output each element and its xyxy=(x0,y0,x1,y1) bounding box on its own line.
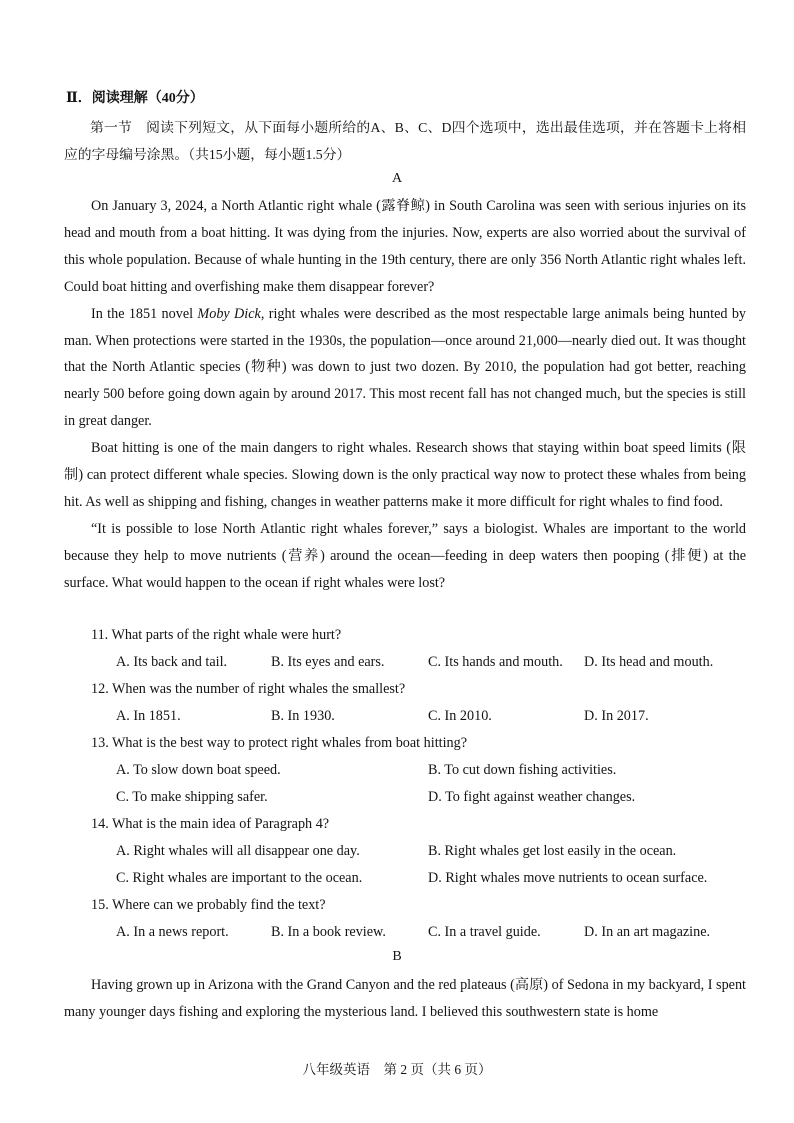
question-stem: 11. What parts of the right whale were hurt? xyxy=(91,627,342,643)
option-a[interactable]: A. In 1851. xyxy=(116,708,181,724)
passage-b xyxy=(64,972,746,1026)
question-14-options-row-1 xyxy=(64,838,746,865)
option-b[interactable]: B. Right whales get lost easily in the ocean. xyxy=(428,843,677,859)
section-instructions: 第一节 阅读下列短文，从下面每小题所给的A、B、C、D四个选项中，选出最佳选项，并在答题卡上将相应的字母编号涂黑。（共15小题，每小题1.5分） xyxy=(64,120,746,162)
passage-a xyxy=(64,193,746,597)
option-c[interactable]: C. To make shipping safer. xyxy=(116,789,268,805)
section-title: Ⅱ．阅读理解（40分） xyxy=(66,91,204,106)
option-a[interactable]: A. In a news report. xyxy=(116,924,229,940)
option-c[interactable]: C. In 2010. xyxy=(428,708,492,724)
question-list xyxy=(64,622,746,946)
book-title: Moby Dick xyxy=(197,305,261,322)
option-b[interactable]: B. Its eyes and ears. xyxy=(271,654,385,670)
passage-b-paragraph-1: Having grown up in Arizona with the Grand Canyon and the red plateaus (高原) of Sedona in my backyard, I spent many younger days fishing and exploring the mysterious land. I believed this southwestern state is home xyxy=(64,977,746,1020)
passage-a-paragraph-3: Boat hitting is one of the main dangers to right whales. Research shows that staying within boat speed limits (限制) can protect different whale species. Slowing down is the only practical way now to protect these whales from being hit. As well as shipping and fishing, changes in weather patterns make it more difficult for right whales to find food. xyxy=(64,440,746,510)
question-stem: 12. When was the number of right whales the smallest? xyxy=(91,681,406,697)
option-d[interactable]: D. Right whales move nutrients to ocean surface. xyxy=(428,870,708,886)
passage-b-label: B xyxy=(392,949,402,964)
question-12-options xyxy=(64,703,746,730)
question-stem: 15. Where can we probably find the text? xyxy=(91,897,326,913)
option-a[interactable]: A. Right whales will all disappear one day. xyxy=(116,843,360,859)
option-d[interactable]: D. To fight against weather changes. xyxy=(428,789,636,805)
option-d[interactable]: D. In 2017. xyxy=(584,708,649,724)
option-d[interactable]: D. In an art magazine. xyxy=(584,924,711,940)
question-13 xyxy=(64,730,746,757)
question-stem: 13. What is the best way to protect right whales from boat hitting? xyxy=(91,735,468,751)
question-13-options-row-1 xyxy=(64,757,746,784)
option-a[interactable]: A. To slow down boat speed. xyxy=(116,762,281,778)
question-11 xyxy=(64,622,746,649)
page-footer: 八年级英语 第 2 页（共 6 页） xyxy=(302,1062,492,1077)
question-11-options xyxy=(64,649,746,676)
question-13-options-row-2 xyxy=(64,784,746,811)
question-15 xyxy=(64,892,746,919)
question-14 xyxy=(64,811,746,838)
option-b[interactable]: B. In 1930. xyxy=(271,708,335,724)
question-12 xyxy=(64,676,746,703)
question-15-options xyxy=(64,919,746,946)
paragraph-text: In the 1851 novel xyxy=(91,305,198,322)
question-14-options-row-2 xyxy=(64,865,746,892)
option-d[interactable]: D. Its head and mouth. xyxy=(584,654,714,670)
passage-a-label: A xyxy=(391,171,403,186)
passage-a-paragraph-1: On January 3, 2024, a North Atlantic right whale (露脊鲸) in South Carolina was seen with serious injuries on its head and mouth from a boat hitting. It was dying from the injuries. Now, experts are also worried about the survival of this whole population. Because of whale hunting in the 19th century, there are only 356 North Atlantic right whales left. Could boat hitting and overfishing make them disappear forever? xyxy=(64,198,746,295)
option-b[interactable]: B. To cut down fishing activities. xyxy=(428,762,617,778)
option-c[interactable]: C. In a travel guide. xyxy=(428,924,541,940)
option-c[interactable]: C. Right whales are important to the ocean. xyxy=(116,870,363,886)
option-a[interactable]: A. Its back and tail. xyxy=(116,654,228,670)
paragraph-text: , right whales were described as the most respectable large animals being hunted by man. When protections were started in the 1930s, the population—once around 21,000—nearly died out. It was thought that the North Atlantic species (物种) was down to just two dozen. By 2010, the population had got better, reaching nearly 500 before going down again by around 2017. This most recent fall has not changed much, but the species is still in great danger. xyxy=(64,305,747,430)
option-b[interactable]: B. In a book review. xyxy=(271,924,386,940)
question-stem: 14. What is the main idea of Paragraph 4? xyxy=(91,816,330,832)
option-c[interactable]: C. Its hands and mouth. xyxy=(428,654,563,670)
passage-a-paragraph-4: “It is possible to lose North Atlantic right whales forever,” says a biologist. Whales are important to the world because they help to move nutrients (营养) around the ocean—feeding in deep waters then pooping (排便) at the surface. What would happen to the ocean if right whales were lost? xyxy=(64,520,746,591)
passage-a-paragraph-2 xyxy=(64,301,746,436)
